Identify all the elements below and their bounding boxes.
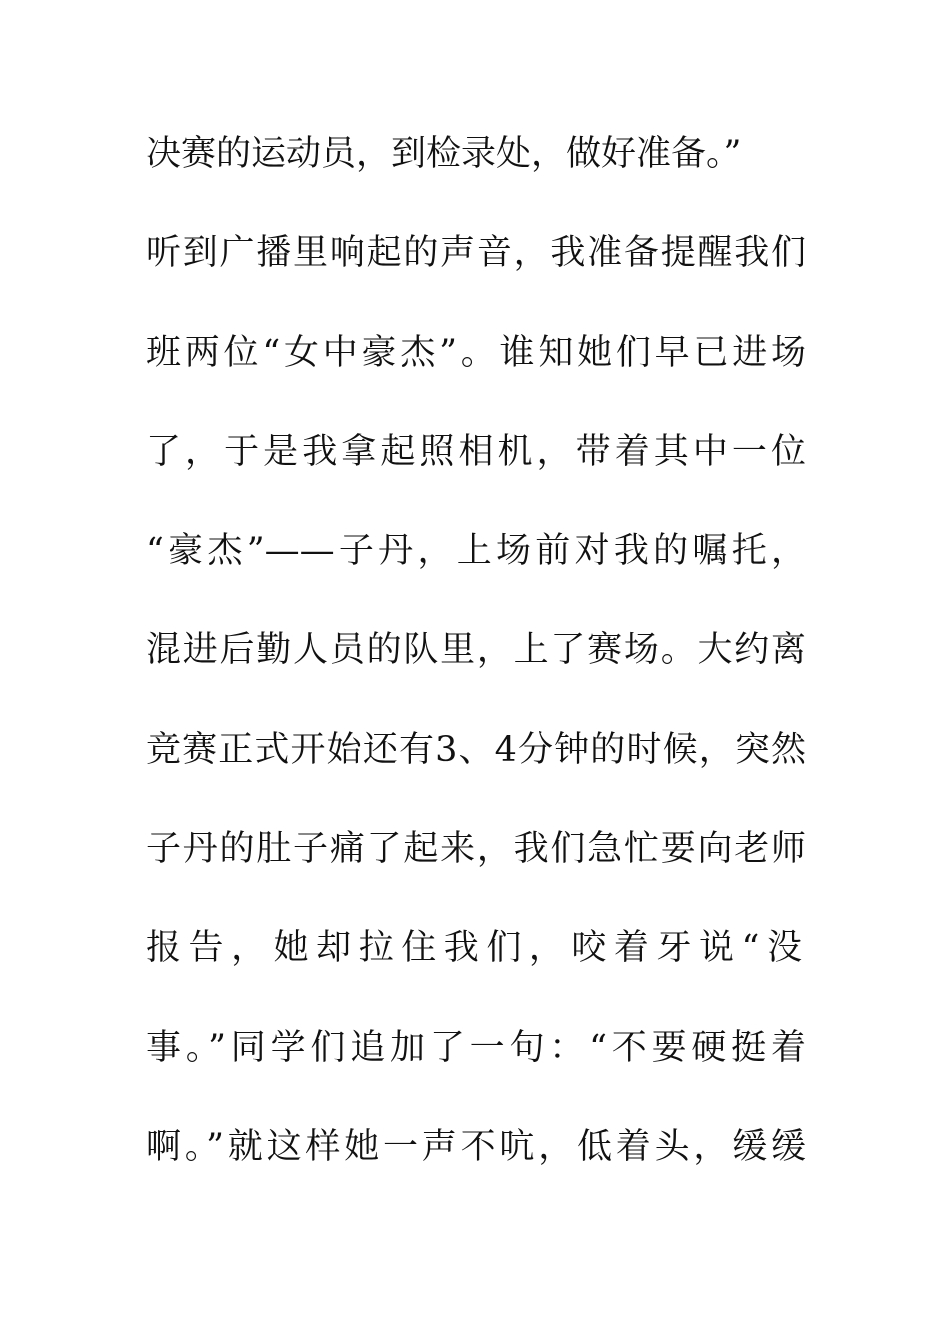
text-line-11: 啊。”就这样她一声不吭，低着头，缓缓 xyxy=(146,1126,806,1167)
body-text xyxy=(146,124,806,1216)
text-line-3: 班两位“女中豪杰”。谁知她们早已进场 xyxy=(146,332,806,373)
text-line-6: 混进后勤人员的队里，上了赛场。大约离 xyxy=(146,630,806,671)
text-line-7: 竞赛正式开始还有3、4分钟的时候，突然 xyxy=(146,729,806,770)
text-line-9: 报告，她却拉住我们，咬着牙说“没 xyxy=(146,928,806,969)
text-line-10: 事。”同学们追加了一句：“不要硬挺着 xyxy=(146,1027,806,1068)
text-line-4: 了，于是我拿起照相机，带着其中一位 xyxy=(146,431,806,472)
text-line-8: 子丹的肚子痛了起来，我们急忙要向老师 xyxy=(146,829,806,870)
text-line-2: 听到广播里响起的声音，我准备提醒我们 xyxy=(146,233,806,274)
text-line-1: 决赛的运动员，到检录处，做好准备。” xyxy=(146,134,742,174)
text-line-5: “豪杰”——子丹，上场前对我的嘱托， xyxy=(146,531,806,572)
